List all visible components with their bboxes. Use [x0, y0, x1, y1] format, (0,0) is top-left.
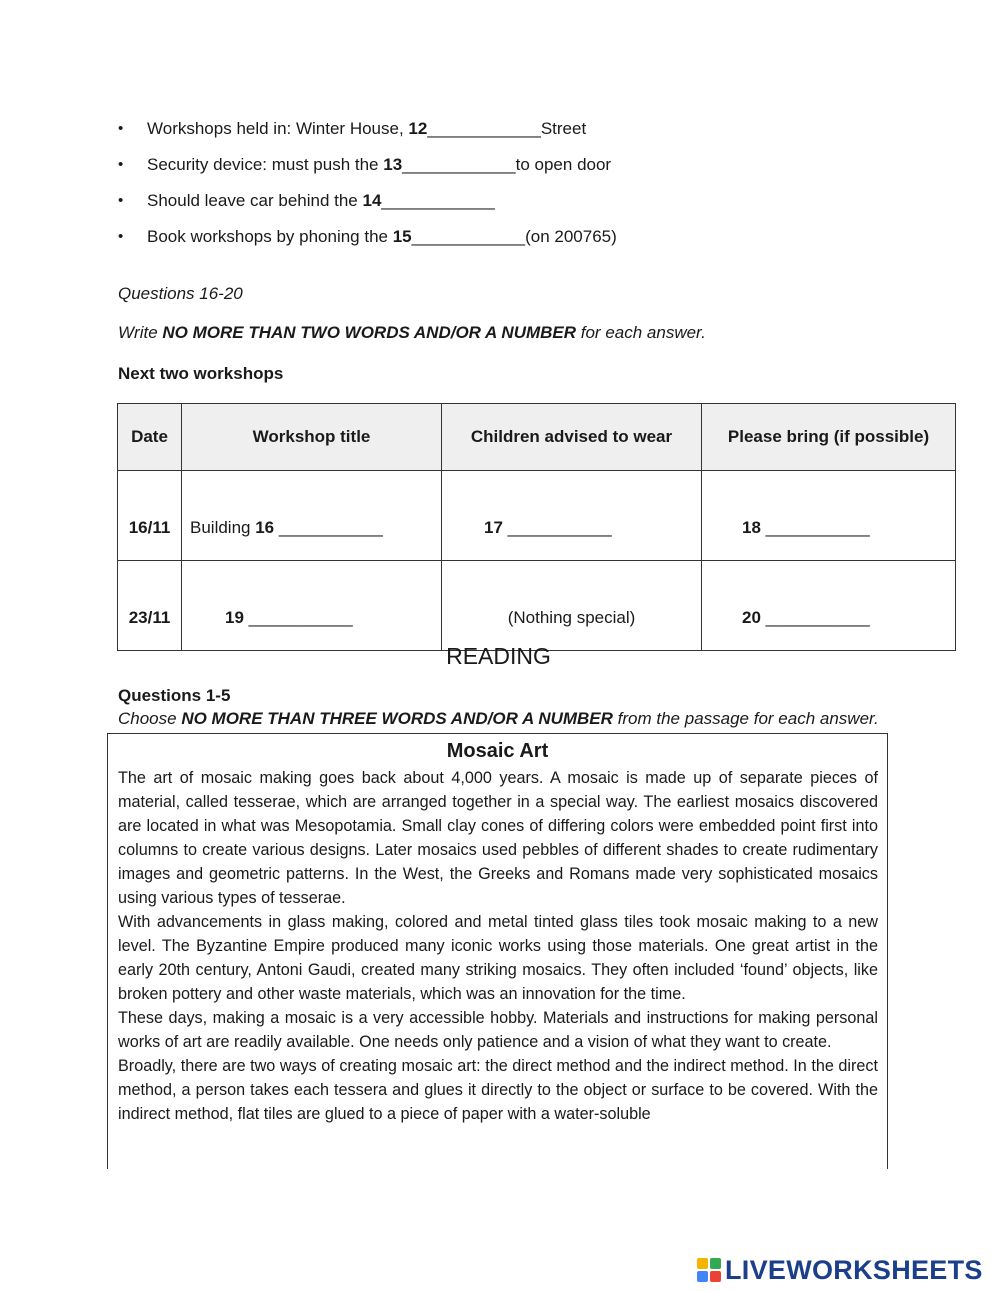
answer-blank-16[interactable]: ___________ [274, 517, 383, 537]
column-header: Workshop title [182, 404, 442, 471]
passage-title: Mosaic Art [446, 740, 549, 762]
instructions: Choose NO MORE THAN THREE WORDS AND/OR A NUMBER from the passage for each answer. [118, 709, 879, 728]
reading-heading: READING [446, 643, 551, 669]
bullet-item-14: • Should leave car behind the 14____________ [118, 188, 878, 224]
bullet-item-13: • Security device: must push the 13____________to open door [118, 152, 878, 188]
liveworksheets-logo [697, 1253, 983, 1287]
answer-blank-12[interactable]: ____________ [427, 119, 541, 138]
passage-paragraph: With advancements in glass making, colored and metal tinted glass tiles took mosaic making to a new level. The Byzantine Empire produced many iconic works using those materials. One great artist in the early 20th century, Antoni Gaudi, created many striking mosaics. They often included ‘found’ objects, like broken pottery and other waste materials, which was an innovation for the time. [118, 913, 878, 1003]
column-header: Please bring (if possible) [702, 404, 956, 471]
logo-icon [697, 1258, 721, 1282]
passage-paragraph: Broadly, there are two ways of creating mosaic art: the direct method and the indirect method. In the direct method, a person takes each tessera and glues it directly to the object or surface to be covered. With the indirect method, flat tiles are glued to a piece of paper with a water-soluble [118, 1057, 878, 1123]
question-number: 16 [255, 517, 275, 537]
passage-paragraph: These days, making a mosaic is a very accessible hobby. Materials and instructions for making personal works of art are readily available. One needs only patience and a vision of what they want to create. [118, 1009, 878, 1051]
title-cell: Building 16 ___________ [182, 471, 442, 561]
instructions: Write NO MORE THAN TWO WORDS AND/OR A NUMBER for each answer. [118, 323, 706, 342]
question-number: 18 [742, 517, 761, 537]
answer-blank-13[interactable]: ____________ [402, 155, 516, 174]
date-cell: 16/11 [118, 471, 182, 561]
question-number: 17 [484, 517, 503, 537]
column-header: Children advised to wear [442, 404, 702, 471]
table-heading: Next two workshops [118, 364, 284, 383]
question-number: 13 [383, 155, 403, 174]
wear-cell [442, 471, 702, 561]
answer-blank-17[interactable]: ___________ [502, 517, 612, 537]
date-cell: 23/11 [118, 561, 182, 651]
questions-range: Questions 16-20 [118, 284, 243, 303]
bullet-item-12: • Workshops held in: Winter House, 12____________Street [118, 116, 878, 152]
table-header-row [118, 404, 956, 471]
question-number: 12 [408, 119, 428, 138]
passage-paragraph: The art of mosaic making goes back about 4,000 years. A mosaic is made up of separate pieces of material, called tesserae, which are arranged together in a special way. The earliest mosaics discovered are located in what was Mesopotamia. Small clay cones of differing colors were embedded point first into columns to create various designs. Later mosaics used pebbles of different shades to create rudimentary images and geometric patterns. In the West, the Greeks and Romans made very sophisticated mosaics using various types of tesserae. [118, 769, 878, 907]
questions-range: Questions 1-5 [118, 686, 231, 705]
workshops-table [117, 403, 956, 651]
title-cell [182, 561, 442, 651]
answer-blank-14[interactable]: ____________ [381, 191, 495, 210]
bullet-item-15: • Book workshops by phoning the 15____________(on 200765) [118, 224, 878, 260]
bullet-list [118, 116, 878, 260]
passage-body [108, 766, 887, 1126]
question-number: 14 [362, 191, 382, 210]
logo-text: LIVEWORKSHEETS [725, 1254, 983, 1285]
question-number: 20 [742, 607, 761, 627]
question-number: 19 [225, 607, 244, 627]
answer-blank-15[interactable]: ____________ [411, 227, 526, 246]
column-header: Date [118, 404, 182, 471]
answer-blank-18[interactable]: ___________ [760, 517, 870, 537]
reading-passage [107, 733, 888, 1169]
question-number: 15 [392, 227, 412, 246]
table-row [118, 471, 956, 561]
wear-cell: (Nothing special) [442, 561, 702, 651]
answer-blank-20[interactable]: ___________ [760, 607, 870, 627]
answer-blank-19[interactable]: ___________ [243, 607, 353, 627]
table-row [118, 561, 956, 651]
bring-cell [702, 561, 956, 651]
bring-cell [702, 471, 956, 561]
